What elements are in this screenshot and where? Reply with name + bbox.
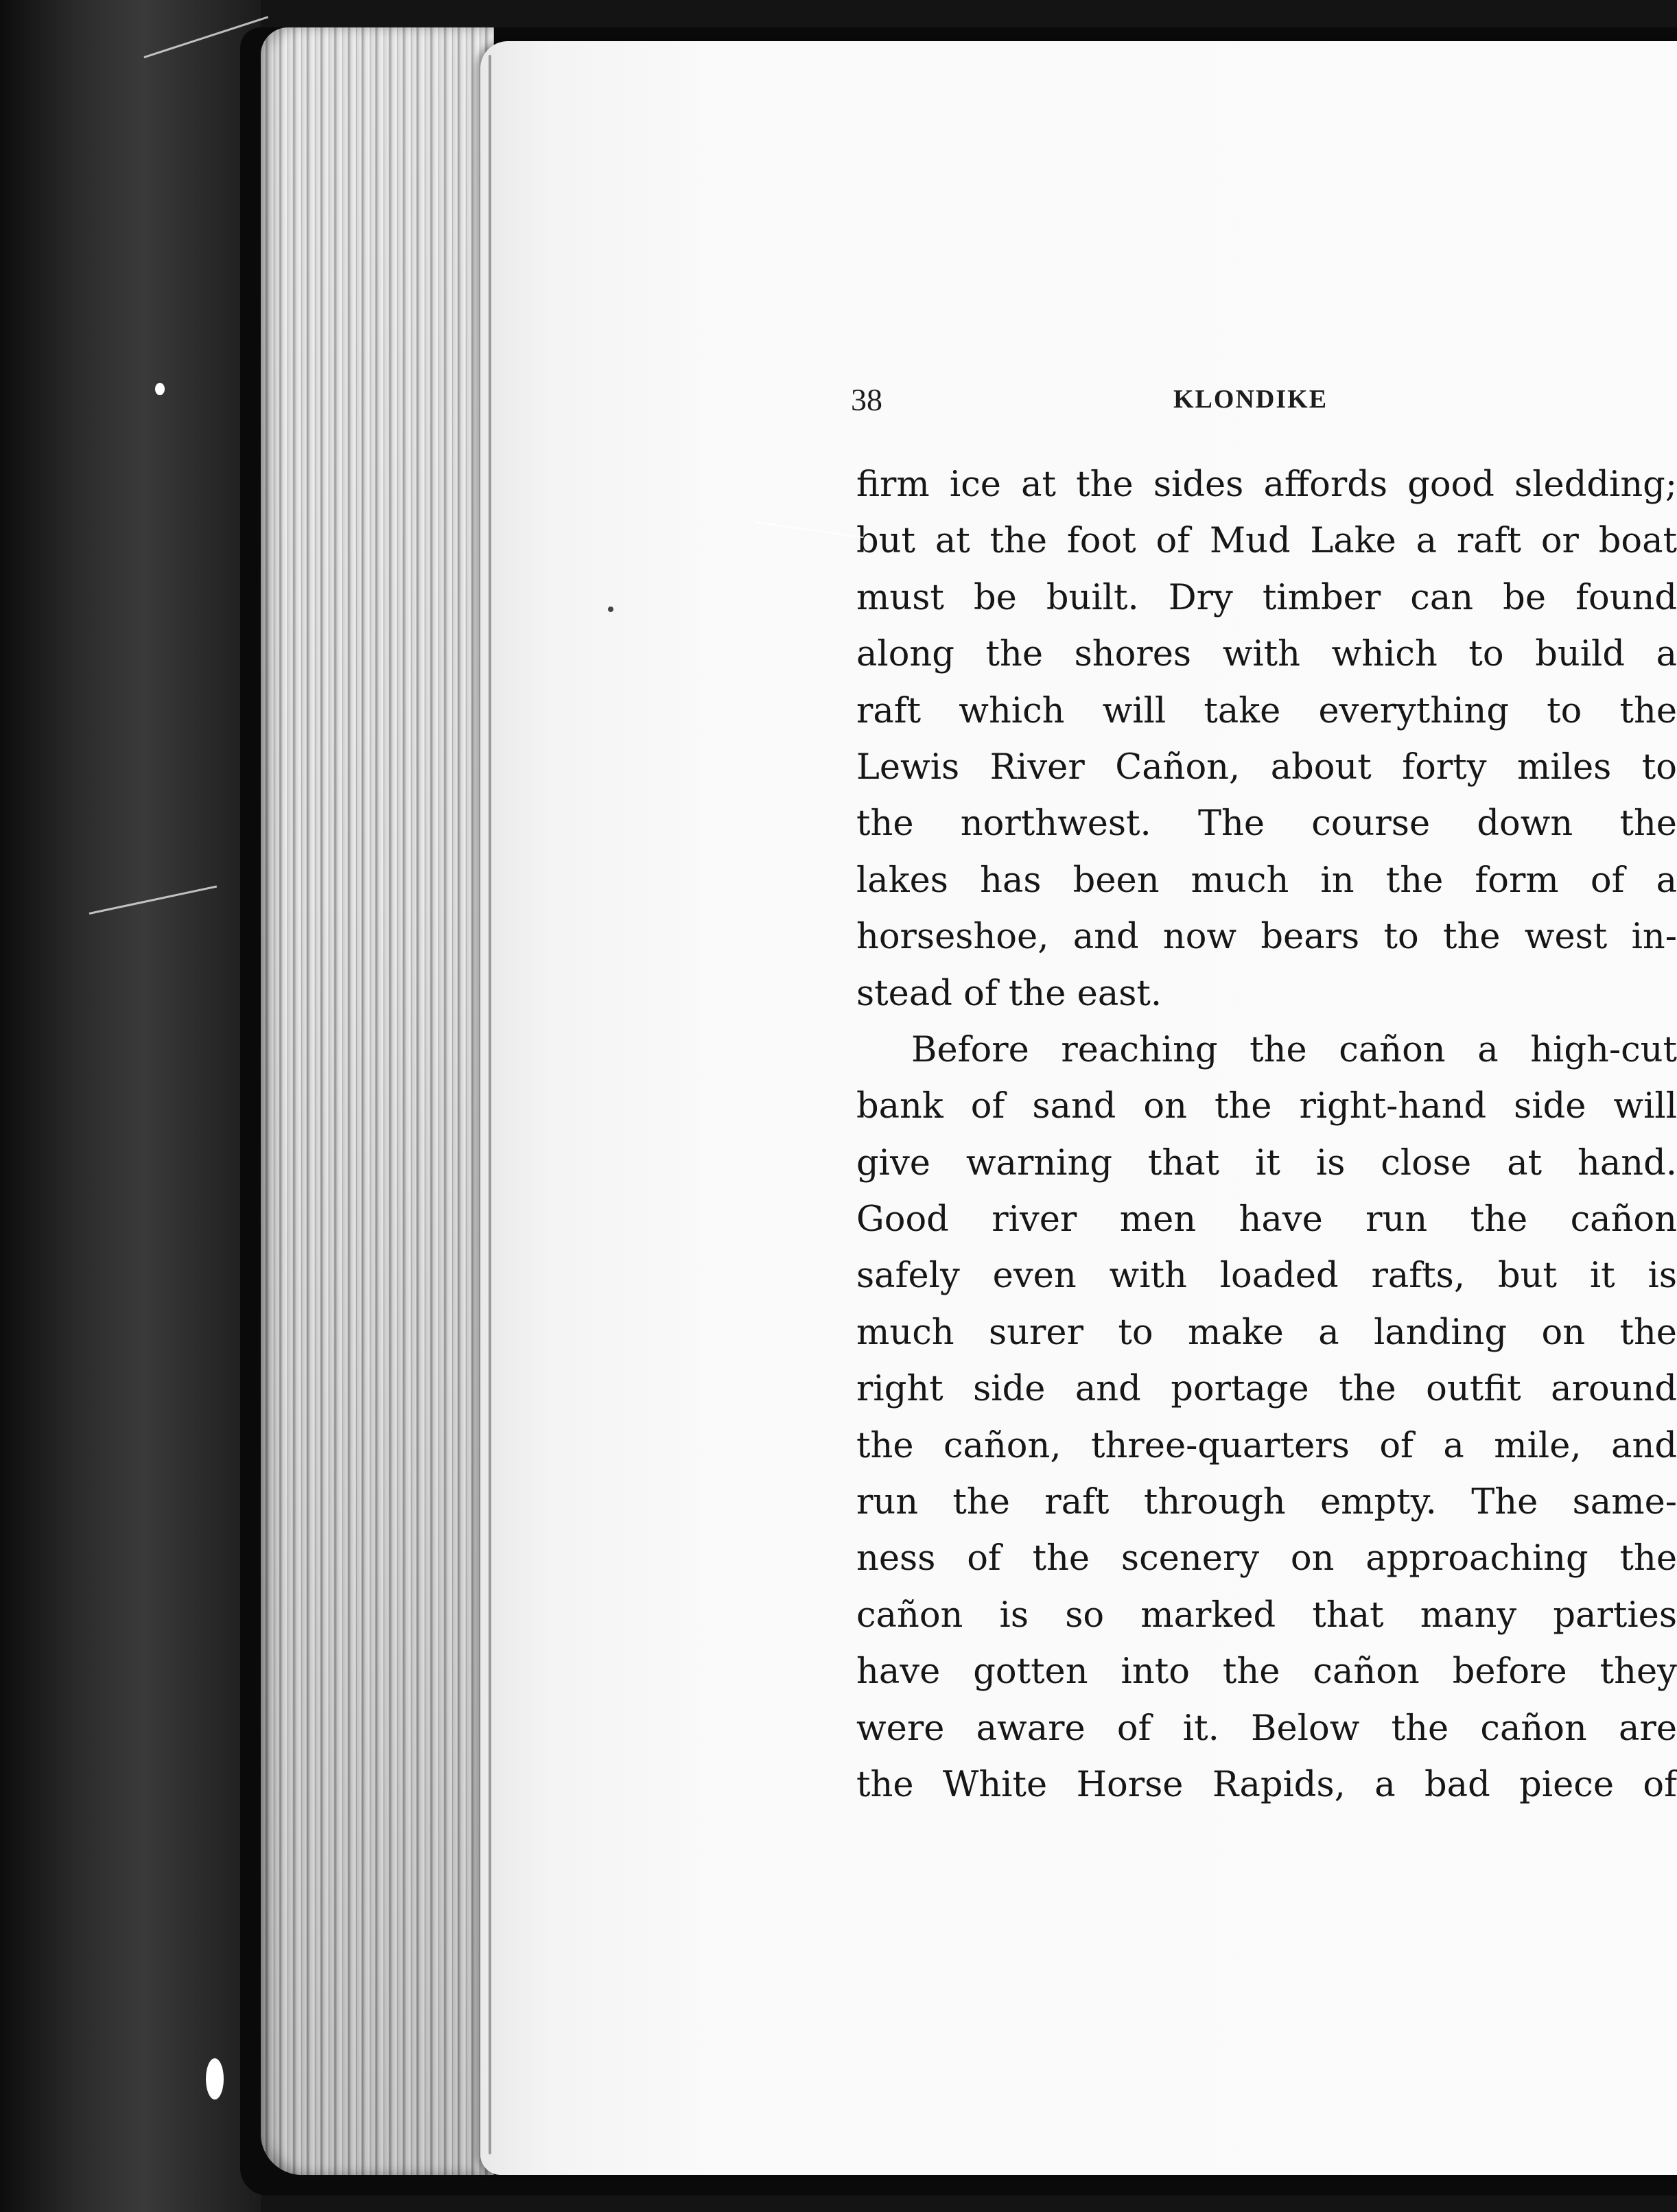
page-number: 38 (851, 382, 882, 417)
text-line: the cañon, three-quarters of a mile, and (856, 1425, 1677, 1466)
text-line: ness of the scenery on approaching the (856, 1538, 1677, 1579)
body-text (856, 457, 1677, 2117)
dust-speck (608, 607, 613, 612)
text-line: raft which will take everything to the (856, 690, 1677, 731)
dust-speck (155, 383, 165, 395)
text-line: along the shores with which to build a (856, 634, 1677, 675)
text-line: must be built. Dry timber can be found (856, 577, 1677, 618)
text-line: the White Horse Rapids, a bad piece of (856, 1764, 1677, 1805)
text-line: firm ice at the sides affords good sledding; (856, 464, 1677, 505)
text-line: cañon is so marked that many parties (856, 1595, 1677, 1636)
dark-background (0, 0, 261, 2212)
text-line: Before reaching the cañon a high-cut (911, 1029, 1677, 1070)
text-line: were aware of it. Below the cañon are (856, 1708, 1677, 1749)
text-line: safely even with loaded rafts, but it is (856, 1256, 1677, 1297)
text-line: Good river men have run the cañon (856, 1199, 1677, 1240)
running-head (851, 381, 1677, 423)
running-title: KLONDIKE (1173, 385, 1328, 414)
page-block-shading (261, 27, 494, 2175)
text-line: bank of sand on the right-hand side will (856, 1086, 1677, 1127)
text-line: the northwest. The course down the (856, 803, 1677, 845)
dust-speck (206, 2058, 224, 2099)
text-line: right side and portage the outfit around (856, 1369, 1677, 1410)
text-line: have gotten into the cañon before they (856, 1651, 1677, 1693)
page-gutter-line (489, 55, 491, 2154)
text-line: Lewis River Cañon, about forty miles to (856, 746, 1677, 788)
text-line: much surer to make a landing on the (856, 1312, 1677, 1353)
text-line: stead of the east. (856, 973, 1162, 1014)
text-line: give warning that it is close at hand. (856, 1142, 1677, 1184)
text-line: run the raft through empty. The same- (856, 1482, 1677, 1523)
text-line: lakes has been much in the form of a (856, 860, 1677, 901)
text-line: but at the foot of Mud Lake a raft or boat (856, 521, 1677, 562)
text-line: horseshoe, and now bears to the west in- (856, 917, 1677, 958)
